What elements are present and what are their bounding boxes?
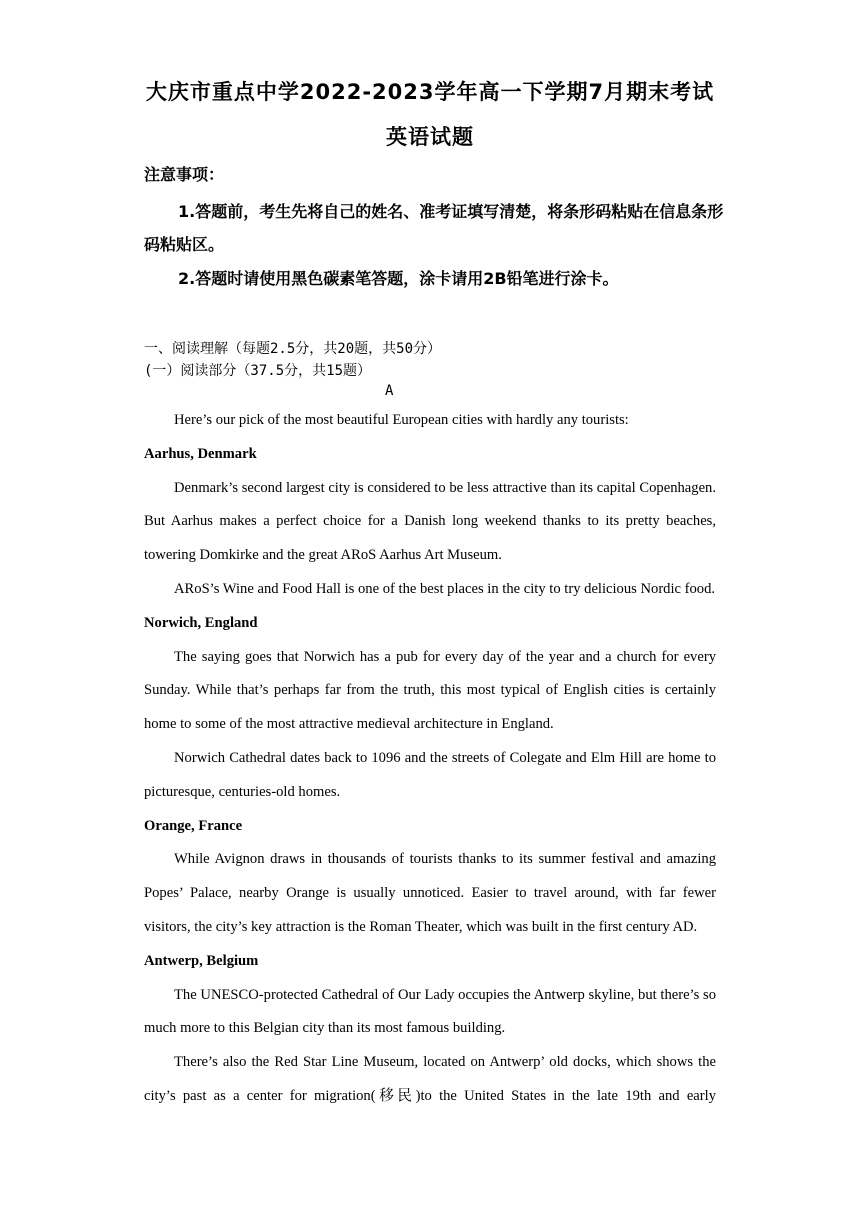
passage-label: A xyxy=(385,383,394,399)
paragraph-aarhus-1: Denmark’s second largest city is considered to be less attractive than its capital Copenhagen. But Aarhus makes a perfect choice for a Danish long weekend thanks to its pretty beaches, towering Domkirke and the great ARoS Aarhus Art Museum. xyxy=(144,479,716,564)
exam-subtitle: 英语试题 xyxy=(386,125,474,149)
city-heading-orange: Orange, France xyxy=(144,817,243,834)
paragraph-antwerp-1: The UNESCO-protected Cathedral of Our Lady occupies the Antwerp skyline, but there’s so much more to this Belgian city than its most famous building. xyxy=(144,986,716,1037)
paragraph-norwich-1: The saying goes that Norwich has a pub for every day of the year and a church for every Sunday. While that’s perhaps far from the truth, this most typical of English cities is certainly home to some of the most attractive medieval architecture in England. xyxy=(144,648,716,733)
exam-title: 大庆市重点中学2022-2023学年高一下学期7月期末考试 xyxy=(145,80,715,104)
notice-item-1: 1.答题前，考生先将自己的姓名、准考证填写清楚，将条形码粘贴在信息条形码粘贴区。 xyxy=(144,202,724,254)
paragraph-norwich-2: Norwich Cathedral dates back to 1096 and the streets of Colegate and Elm Hill are home to picturesque, centuries-old homes. xyxy=(144,749,716,800)
paragraph-aarhus-2: ARoS’s Wine and Food Hall is one of the best places in the city to try delicious Nordic food. xyxy=(174,580,716,597)
passage-intro: Here’s our pick of the most beautiful European cities with hardly any tourists: xyxy=(174,412,629,428)
paragraph-antwerp-2: There’s also the Red Star Line Museum, located on Antwerp’ old docks, which shows the city’s past as a center for migration(移民)to the United States in the late 19th and early xyxy=(144,1054,716,1104)
city-heading-aarhus: Aarhus, Denmark xyxy=(144,445,257,462)
city-heading-norwich: Norwich, England xyxy=(144,614,258,631)
city-heading-antwerp: Antwerp, Belgium xyxy=(144,952,259,969)
section-heading: 一、阅读理解（每题2.5分，共20题，共50分） xyxy=(144,341,441,357)
notice-heading: 注意事项： xyxy=(144,165,225,184)
subsection-heading: (一）阅读部分（37.5分，共15题） xyxy=(144,363,372,379)
reading-passage xyxy=(144,404,716,1114)
notice-item-2: 2.答题时请使用黑色碳素笔答题，涂卡请用2B铅笔进行涂卡。 xyxy=(178,269,619,288)
paragraph-orange-1: While Avignon draws in thousands of tourists thanks to its summer festival and amazing Popes’ Palace, nearby Orange is usually unnoticed. Easier to travel around, with far fewer visitors, the city’s key attraction is the Roman Theater, which was built in the first century AD. xyxy=(144,851,716,935)
